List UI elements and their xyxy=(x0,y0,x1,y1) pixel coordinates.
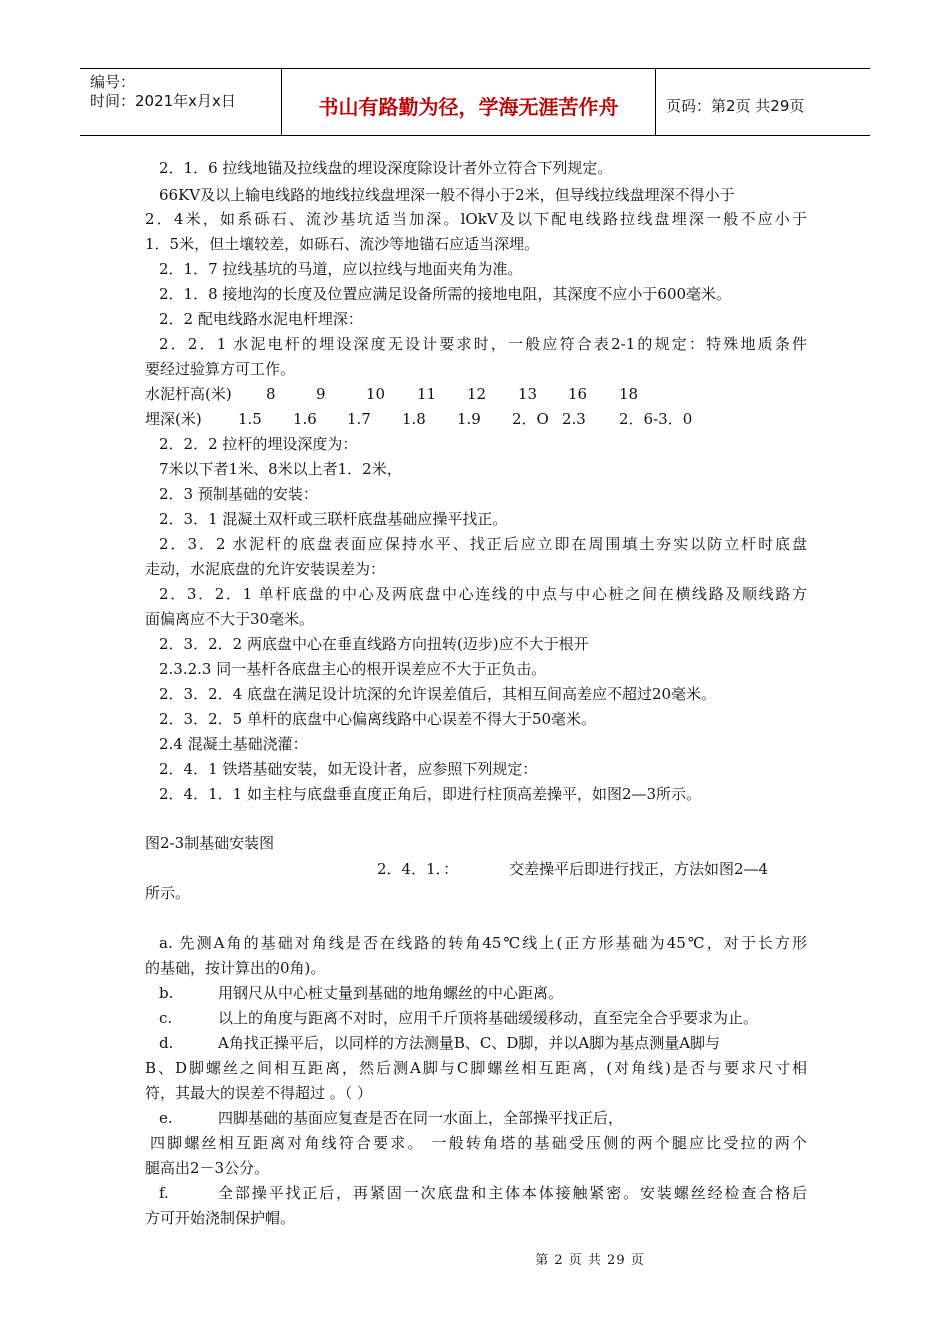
text-line: 2．1．6 拉线地锚及拉线盘的埋设深度除设计者外立符合下列规定。 xyxy=(159,159,613,177)
depth-table-row-depth xyxy=(145,408,692,430)
text-line: 2．2．1 水泥电杆的埋设深度无设计要求时，一般应符合表2-1的规定：特殊地质条件 xyxy=(159,335,807,353)
table-cell: 1.7 xyxy=(347,410,371,428)
table-cell: 13 xyxy=(518,385,538,403)
text-line: 要经过验算方可工作。 xyxy=(145,360,296,378)
text-line: 腿高出2－3公分。 xyxy=(145,1159,270,1177)
depth-table-row-height xyxy=(145,383,638,405)
text-line: 2．4．1．1 如主柱与底盘垂直度正角后，即进行柱顶高差操平，如图2—3所示。 xyxy=(159,785,702,803)
list-item-a: a. 先测A角的基础对角线是否在线路的转角45℃线上(正方形基础为45℃，对于长方形 xyxy=(159,934,807,952)
text-line: 2．3．2．5 单杆的底盘中心偏离线路中心误差不得大于50毫米。 xyxy=(159,710,597,728)
list-marker-c: c. xyxy=(159,1009,173,1027)
text-line: 四脚螺丝相互距离对角线符合要求。 一般转角塔的基础受压侧的两个腿应比受拉的两个 xyxy=(150,1134,807,1152)
list-item-d: A角找正操平后，以同样的方法测量B、C、D脚，并以A脚为基点测量A脚与 xyxy=(218,1034,721,1052)
list-item-e: 四脚基础的基面应复查是否在同一水面上，全部操平找正后， xyxy=(218,1109,624,1127)
table-cell: 10 xyxy=(366,385,386,403)
table-cell: 2.3 xyxy=(562,410,586,428)
text-line: 1．5米，但土壤较差，如砾石、流沙等地锚石应适当深埋。 xyxy=(145,235,540,253)
text-line: 2．3．2．1 单杆底盘的中心及两底盘中心连线的中点与中心桩之间在横线路及顺线路方 xyxy=(159,585,807,603)
list-marker-f: f. xyxy=(159,1184,169,1202)
list-item-b: 用钢尺从中心桩丈量到基础的地角螺丝的中心距离。 xyxy=(218,984,564,1002)
table-cell: 1.8 xyxy=(402,410,426,428)
text-line: 2．2 配电线路水泥电杆埋深： xyxy=(159,310,363,328)
footer-page-number: 第 2 页 共 29 页 xyxy=(535,1253,645,1268)
table-cell: 1.9 xyxy=(457,410,481,428)
text-line: B、D脚螺丝之间相互距离，然后测A脚与C脚螺丝相互距离，(对角线)是否与要求尺寸相 xyxy=(145,1059,807,1077)
list-marker-e: e. xyxy=(159,1109,173,1127)
time-label: 时间：2021年x月x日 xyxy=(90,92,236,110)
text-line: 2．4．1．： xyxy=(377,860,459,878)
text-line: 2．3．2．4 底盘在满足设计坑深的允许误差值后，其相互间高差应不超过20毫米。 xyxy=(159,685,717,703)
number-label: 编号： xyxy=(90,73,136,91)
table-cell: 1.6 xyxy=(293,410,317,428)
table-cell: 1.5 xyxy=(238,410,262,428)
text-line: 2．3．2 水泥杆的底盘表面应保持水平、找正后应立即在周围填土夯实以防立杆时底盘 xyxy=(159,535,807,553)
table-row-label: 埋深(米) xyxy=(145,410,202,428)
text-line: 方可开始浇制保护帽。 xyxy=(145,1209,296,1227)
text-line: 所示。 xyxy=(145,884,191,902)
list-marker-b: b. xyxy=(159,984,174,1002)
table-cell: 8 xyxy=(266,385,276,403)
text-line: 符，其最大的误差不得超过 。（ ） xyxy=(145,1084,373,1102)
text-line: 2．2．2 拉杆的埋设深度为： xyxy=(159,435,358,453)
text-line: 2.3.2.3 同一基杆各底盘主心的根开误差应不大于正负击。 xyxy=(159,660,547,678)
table-cell: 2．6-3．0 xyxy=(619,410,693,428)
header-page-info: 页码：第2页 共29页 xyxy=(666,96,805,115)
header-meta xyxy=(80,69,282,135)
table-row-label: 水泥杆高(米) xyxy=(145,385,232,403)
page-footer xyxy=(0,1249,950,1268)
list-marker-d: d. xyxy=(159,1034,174,1052)
table-cell: 12 xyxy=(467,385,487,403)
text-line: 2．3 预制基础的安装： xyxy=(159,485,318,503)
text-line: 2.4 混凝土基础浇灌： xyxy=(159,735,308,753)
text-line: 2．3．1 混凝土双杆或三联杆底盘基础应操平找正。 xyxy=(159,510,508,528)
text-line: 7米以下者1米、8米以上者1．2米， xyxy=(159,460,402,478)
header-motto: 书山有路勤为径，学海无涯苦作舟 xyxy=(282,69,656,135)
text-line: 2．1．7 拉线基坑的马道，应以拉线与地面夹角为准。 xyxy=(159,260,523,278)
text-line: 2．1．8 接地沟的长度及位置应满足设备所需的接地电阻，其深度不应小于600毫米。 xyxy=(159,285,732,303)
list-item-f: 全部操平找正后，再紧固一次底盘和主体本体接触紧密。安装螺丝经检查合格后 xyxy=(218,1184,807,1202)
text-line: 2．4．1 铁塔基础安装，如无设计者，应参照下列规定： xyxy=(159,760,538,778)
text-line: 2．3．2．2 两底盘中心在垂直线路方向扭转(迈步)应不大于根开 xyxy=(159,635,589,653)
figure-caption: 图2-3制基础安装图 xyxy=(145,834,275,852)
table-cell: 16 xyxy=(568,385,588,403)
table-cell: 11 xyxy=(417,385,437,403)
text-line: 的基础，按计算出的0角)。 xyxy=(145,959,326,977)
table-cell: 2．O xyxy=(512,410,549,428)
page-header xyxy=(80,68,870,136)
text-line: 2．4米，如系砾石、流沙基坑适当加深。lOkV及以下配电线路拉线盘埋深一般不应小于 xyxy=(145,210,807,228)
text-line: 交差操平后即进行找正，方法如图2—4 xyxy=(509,860,769,878)
list-item-c: 以上的角度与距离不对时，应用千斤顶将基础缓缓移动，直至完全合乎要求为止。 xyxy=(218,1009,759,1027)
table-cell: 18 xyxy=(619,385,639,403)
text-line: 66KV及以上输电线路的地线拉线盘埋深一般不得小于2米，但导线拉线盘埋深不得小于 xyxy=(159,186,735,204)
text-line: 面偏离应不大于30毫米。 xyxy=(145,610,315,628)
table-cell: 9 xyxy=(316,385,326,403)
text-line: 走动，水泥底盘的允许安装误差为： xyxy=(145,560,386,578)
